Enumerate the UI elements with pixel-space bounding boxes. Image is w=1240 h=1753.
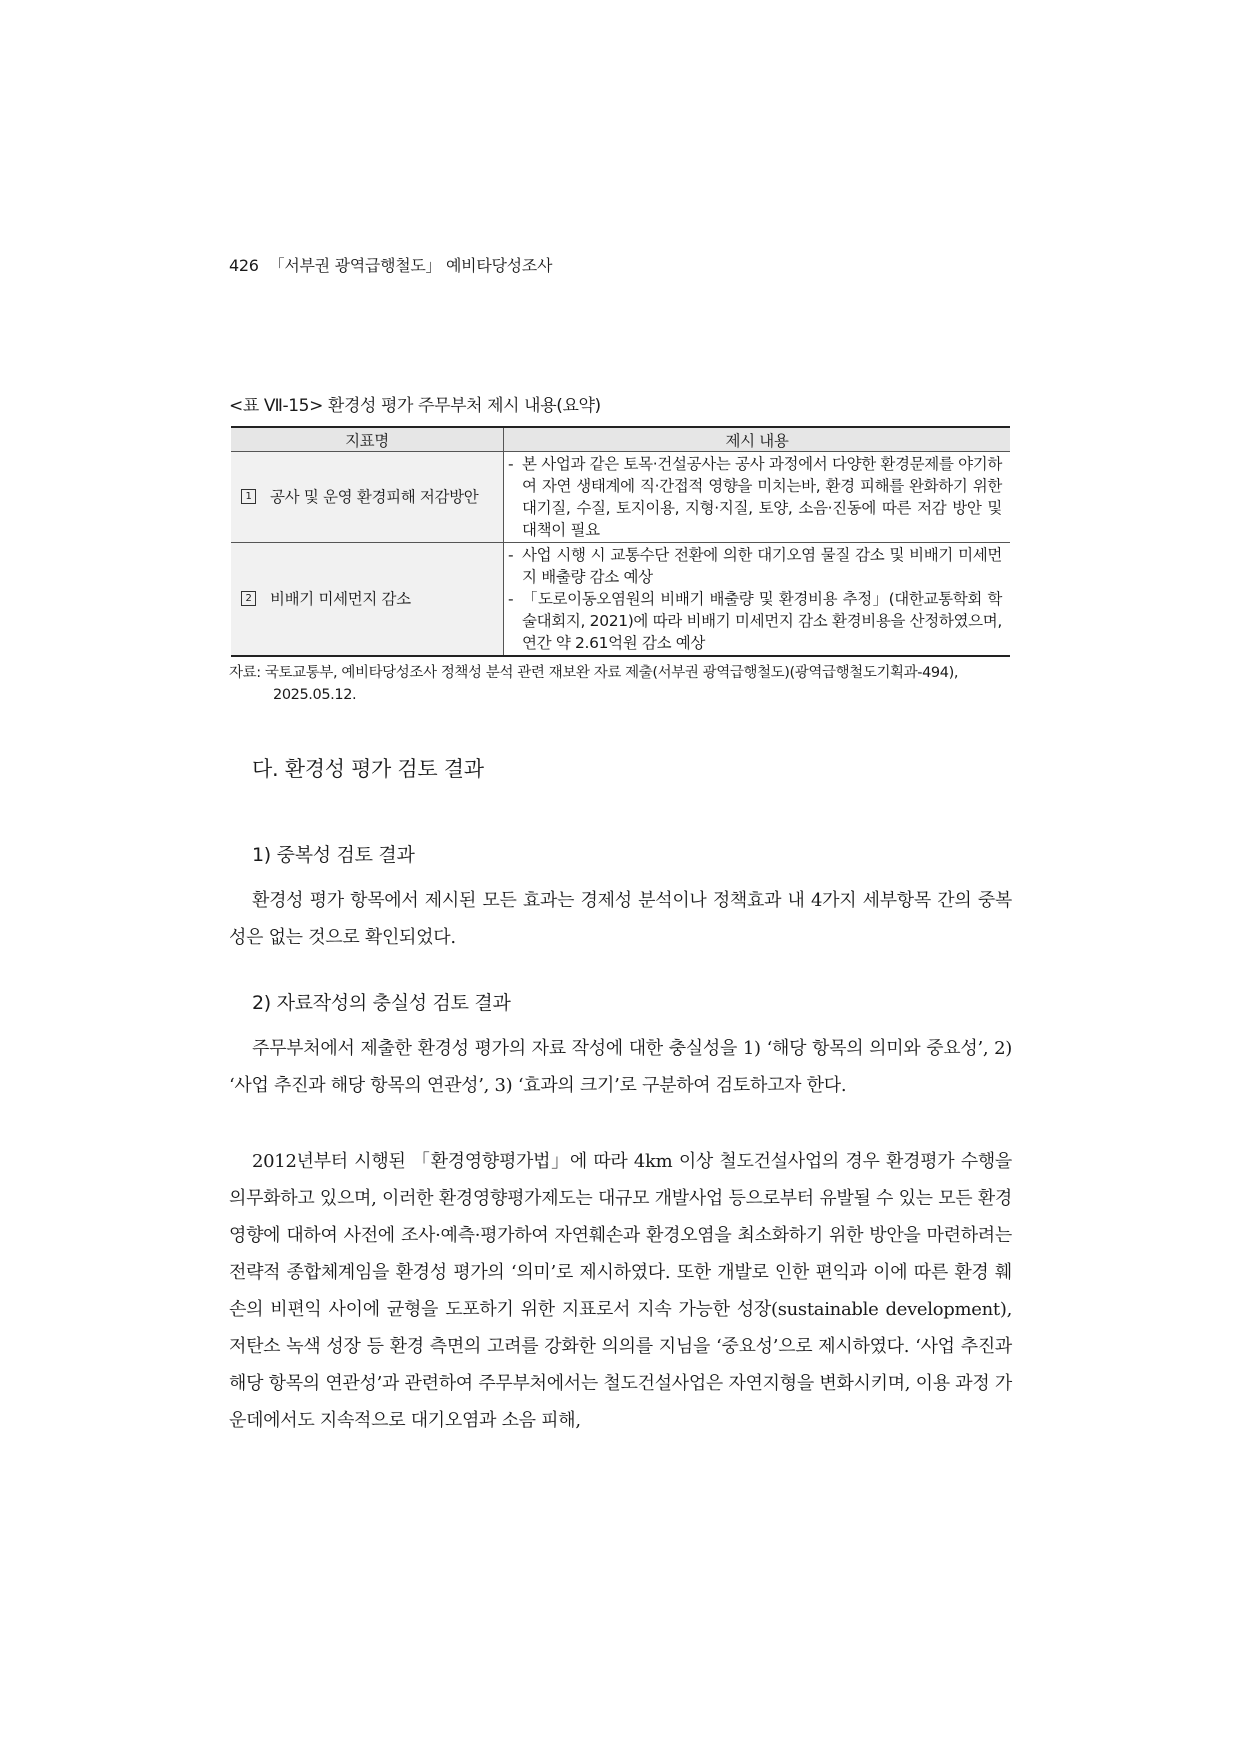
paragraph-fidelity-intro: 주무부처에서 제출한 환경성 평가의 자료 작성에 대한 충실성을 1) ‘해당 항목의 의미와 중요성’, 2) ‘사업 추진과 해당 항목의 연관성’, 3) ‘효과의 크기’로 구분하여 검토하고자 한다.: [229, 1038, 1012, 1096]
bullet-dash: -: [508, 546, 514, 564]
paragraph-fidelity-detail: 2012년부터 시행된 「환경영향평가법」에 따라 4km 이상 철도건설사업의 경우 환경평가 수행을 의무화하고 있으며, 이러한 환경영향평가제도는 대규모 개발사업 등으로부터 유발될 수 있는 모든 환경영향에 대하여 사전에 조사·예측·평가하여 자연훼손과 환경오염을 최소화하기 위한 방안을 마련하려는 전략적 종합체계임을 환경성 평가의 ‘의미’로 제시하였다. 또한 개발로 인한 편익과 이에 따른 환경 훼손의 비편익 사이에 균형을 도포하기 위한 지표로서 지속 가능한 성장(sustainable development), 저탄소 녹색 성장 등 환경 측면의 고려를 강화한 의의를 지님을 ‘중요성’으로 제시하였다. ‘사업 추진과 해당 항목의 연관성’과 관련하여 주무부처에서는 철도건설사업은 자연지형을 변화시키며, 이용 과정 가운데에서도 지속적으로 대기오염과 소음 피해,: [229, 1151, 1012, 1431]
indicator-name: 비배기 미세먼지 감소: [270, 590, 411, 608]
indicator-cell: [231, 543, 504, 657]
indicator-name: 공사 및 운영 환경피해 저감방안: [270, 488, 479, 506]
bullet-dash: -: [508, 590, 514, 608]
section-heading: 다. 환경성 평가 검토 결과: [252, 757, 484, 781]
bullet-dash: -: [508, 455, 514, 473]
list-item: [508, 453, 1002, 541]
column-header-indicator: 지표명: [231, 427, 504, 452]
paragraph-duplication-result: 환경성 평가 항목에서 제시된 모든 효과는 경제성 분석이나 정책효과 내 4가지 세부항목 간의 중복성은 없는 것으로 확인되었다.: [229, 890, 1013, 948]
column-header-content: 제시 내용: [504, 427, 1011, 452]
row-number-box: 1: [241, 489, 256, 504]
row-number-box: 2: [241, 591, 256, 606]
page-number: 426: [229, 256, 259, 275]
subsection-heading-fidelity: 2) 자료작성의 충실성 검토 결과: [252, 992, 511, 1014]
content-cell: [504, 452, 1011, 543]
table-header-row: [231, 427, 1010, 452]
list-item: [508, 544, 1002, 588]
table-row: [231, 452, 1010, 543]
running-title: 「서부권 광역급행철도」 예비타당성조사: [268, 256, 553, 275]
indicator-cell: [231, 452, 504, 543]
running-header: [229, 253, 552, 276]
table-source-note: 자료: 국토교통부, 예비타당성조사 정책성 분석 관련 재보완 자료 제출(서부권 광역급행철도)(광역급행철도기획과-494), 2025.05.12.: [229, 665, 959, 703]
table-caption: <표 Ⅶ-15> 환경성 평가 주무부처 제시 내용(요약): [229, 396, 601, 416]
table-row: [231, 543, 1010, 657]
subsection-heading-duplication: 1) 중복성 검토 결과: [252, 844, 415, 866]
summary-table: [231, 426, 1010, 657]
bullet-text: 본 사업과 같은 토목·건설공사는 공사 과정에서 다양한 환경문제를 야기하여 자연 생태계에 직·간접적 영향을 미치는바, 환경 피해를 완화하기 위한 대기질, 수질, 토지이용, 지형·지질, 토양, 소음·진동에 따른 저감 방안 및 대책이 필요: [522, 455, 1002, 539]
content-cell: [504, 543, 1011, 657]
bullet-text: 사업 시행 시 교통수단 전환에 의한 대기오염 물질 감소 및 비배기 미세먼지 배출량 감소 예상: [522, 546, 1002, 586]
list-item: [508, 588, 1002, 654]
bullet-text: 「도로이동오염원의 비배기 배출량 및 환경비용 추정」(대한교통학회 학술대회지, 2021)에 따라 비배기 미세먼지 감소 환경비용을 산정하였으며, 연간 약 2.61억원 감소 예상: [522, 590, 1002, 652]
